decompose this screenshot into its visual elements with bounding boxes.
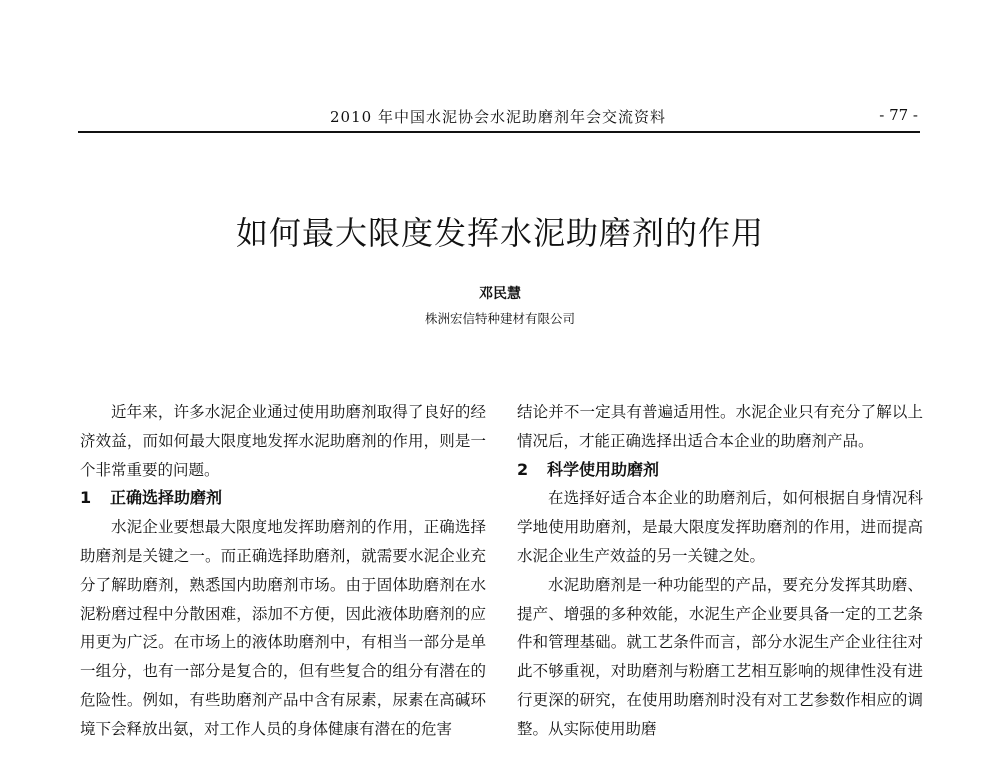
section-1-number: 1: [80, 488, 92, 508]
section-2-number: 2: [517, 459, 529, 479]
header-rule: [78, 131, 920, 133]
continuation-paragraph: 结论并不一定具有普遍适用性。水泥企业只有充分了解以上情况后，才能正确选择出适合本企业的助磨剂产品。: [517, 403, 923, 450]
right-column: [517, 398, 923, 744]
section-1-heading: [80, 484, 486, 513]
section-2-paragraph-2: 水泥助磨剂是一种功能型的产品，要充分发挥其助磨、提产、增强的多种效能，水泥生产企业要具备一定的工艺条件和管理基础。就工艺条件而言，部分水泥生产企业往往对此不够重视，对助磨剂与粉磨工艺相互影响的规律性没有进行更深的研究，在使用助磨剂时没有对工艺参数作相应的调整。从实际使用助磨: [517, 575, 923, 738]
section-2-title: 科学使用助磨剂: [547, 459, 660, 479]
page-number: - 77 -: [879, 106, 918, 124]
author-name: 邓民慧: [479, 286, 521, 302]
section-2-paragraph-1: 在选择好适合本企业的助磨剂后，如何根据自身情况科学地使用助磨剂，是最大限度发挥助磨剂的作用，进而提高水泥企业生产效益的另一关键之处。: [517, 489, 923, 565]
article-title: 如何最大限度发挥水泥助磨剂的作用: [235, 214, 764, 252]
section-1-paragraph: 水泥企业要想最大限度地发挥助磨剂的作用，正确选择助磨剂是关键之一。而正确选择助磨剂，就需要水泥企业充分了解助磨剂，熟悉国内助磨剂市场。由于固体助磨剂在水泥粉磨过程中分散困难，添加不方便，因此液体助磨剂的应用更为广泛。在市场上的液体助磨剂中，有相当一部分是单一组分，也有一部分是复合的，但有些复合的组分有潜在的危险性。例如，有些助磨剂产品中含有尿素，尿素在高碱环境下会释放出氨，对工作人员的身体健康有潜在的危害: [80, 518, 486, 738]
running-header-title: 2010 年中国水泥协会水泥助磨剂年会交流资料: [330, 108, 666, 126]
intro-paragraph: 近年来，许多水泥企业通过使用助磨剂取得了良好的经济效益，而如何最大限度地发挥水泥助磨剂的作用，则是一个非常重要的问题。: [80, 403, 486, 479]
author-affiliation: 株洲宏信特种建材有限公司: [424, 311, 575, 326]
section-2-heading: [517, 456, 923, 485]
left-column: [80, 398, 486, 744]
section-1-title: 正确选择助磨剂: [110, 488, 223, 508]
running-header: [78, 106, 918, 128]
